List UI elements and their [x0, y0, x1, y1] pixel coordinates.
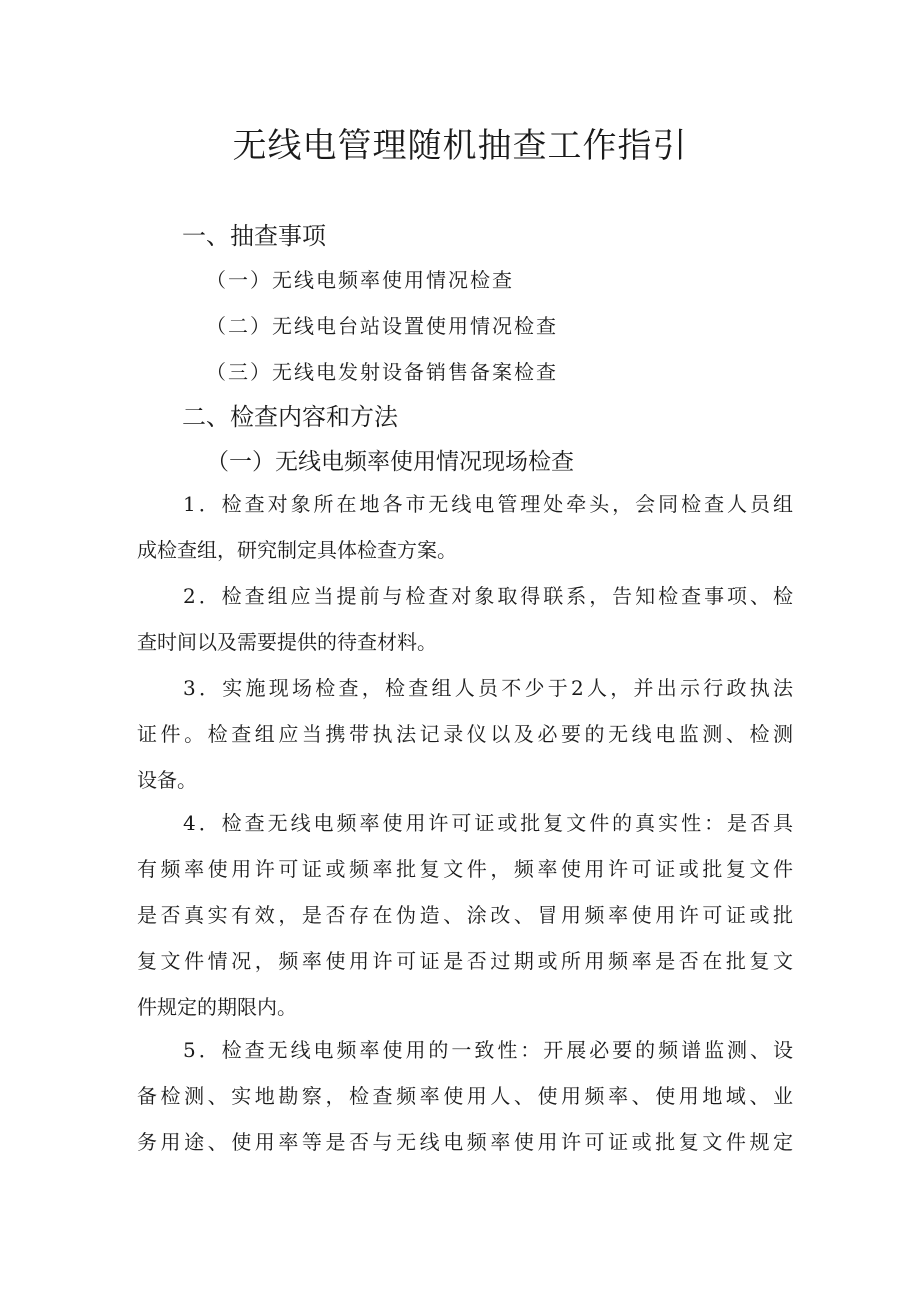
paragraph-line: 是否真实有效，是否存在伪造、涂改、冒用频率使用许可证或批 [137, 903, 793, 927]
paragraph-line: 务用途、使用率等是否与无线电频率使用许可证或批复文件规定 [137, 1130, 793, 1154]
paragraph-line: 1．检查对象所在地各市无线电管理处牵头，会同检查人员组 [183, 492, 793, 516]
paragraph-line: 有频率使用许可证或频率批复文件，频率使用许可证或批复文件 [137, 857, 793, 881]
paragraph-line: 复文件情况，频率使用许可证是否过期或所用频率是否在批复文 [137, 949, 793, 973]
document-title: 无线电管理随机抽查工作指引 [232, 126, 688, 166]
paragraph-line: 查时间以及需要提供的待查材料。 [137, 630, 437, 654]
paragraph-line: 成检查组，研究制定具体检查方案。 [137, 538, 457, 562]
section-heading-2: 二、检查内容和方法 [182, 403, 398, 431]
paragraph-line: 4．检查无线电频率使用许可证或批复文件的真实性：是否具 [183, 811, 793, 835]
paragraph-line: 2．检查组应当提前与检查对象取得联系，告知检查事项、检 [183, 584, 793, 608]
paragraph-line: 备检测、实地勘察，检查频率使用人、使用频率、使用地域、业 [137, 1084, 793, 1108]
paragraph-line: 设备。 [137, 768, 197, 792]
paragraph-line: 证件。检查组应当携带执法记录仪以及必要的无线电监测、检测 [137, 722, 793, 746]
section1-item-2: （二）无线电台站设置使用情况检查 [206, 314, 558, 338]
paragraph-2 [137, 573, 793, 665]
paragraph-line: 3．实施现场检查，检查组人员不少于2人，并出示行政执法 [183, 676, 793, 700]
paragraph-line: 件规定的期限内。 [137, 995, 297, 1019]
paragraph-3 [137, 665, 793, 803]
section1-item-3: （三）无线电发射设备销售备案检查 [206, 360, 558, 384]
paragraph-5 [137, 1027, 793, 1165]
paragraph-line: 5．检查无线电频率使用的一致性：开展必要的频谱监测、设 [183, 1038, 793, 1062]
paragraph-1 [137, 481, 793, 573]
paragraph-4 [137, 800, 793, 1030]
section-heading-1: 一、抽查事项 [182, 222, 326, 250]
subsection-heading-1: （一）无线电频率使用情况现场检查 [206, 449, 574, 475]
section1-item-1: （一）无线电频率使用情况检查 [206, 268, 514, 292]
